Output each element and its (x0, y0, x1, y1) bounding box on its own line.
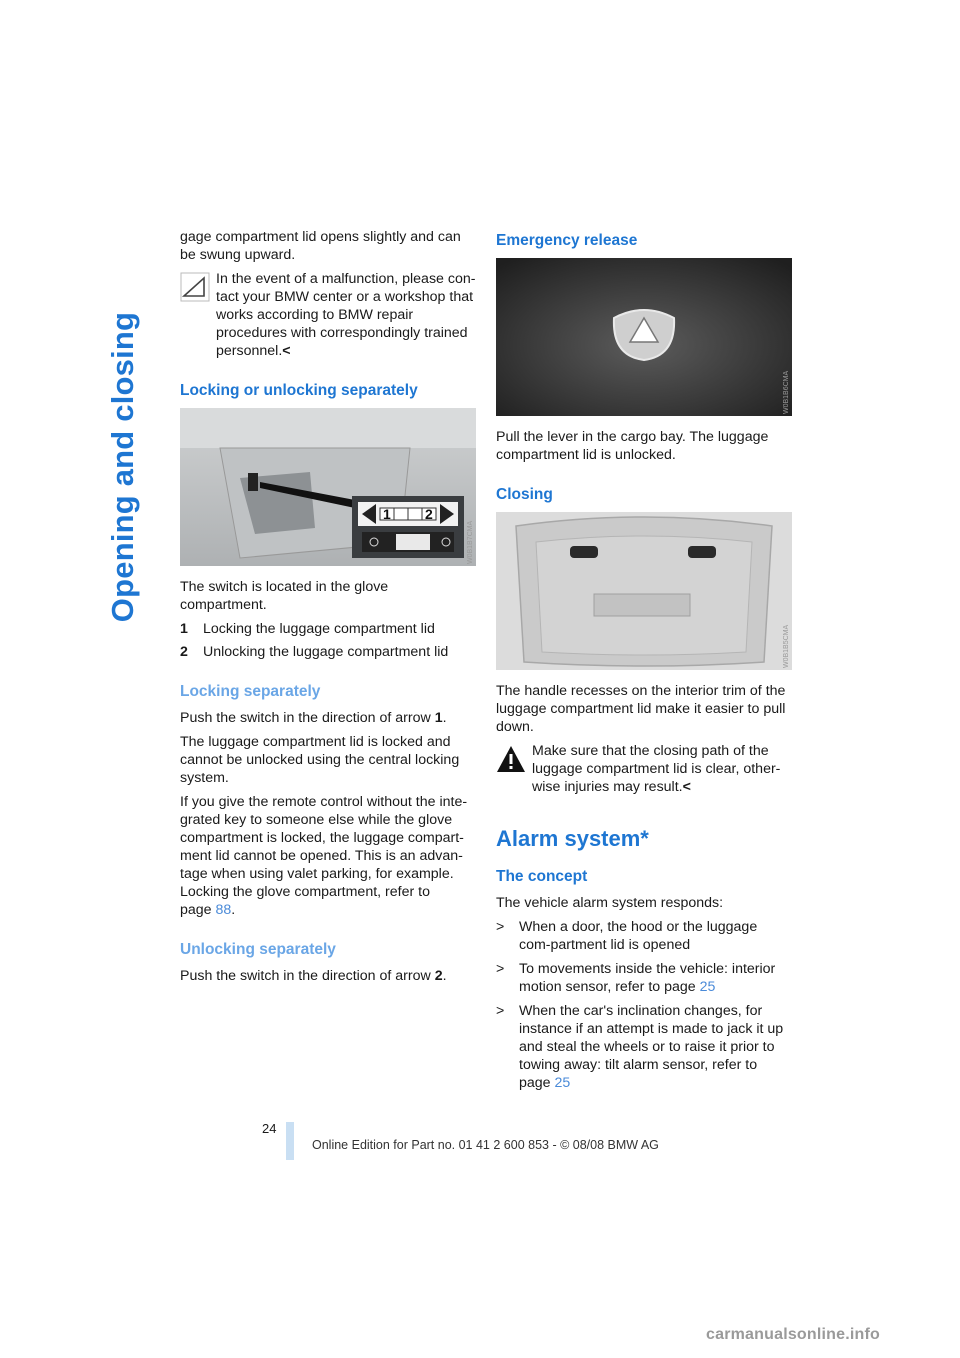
emergency-text: Pull the lever in the cargo bay. The luggage compartment lid is unlocked. (496, 429, 769, 463)
heading-unlocking-separately: Unlocking separately (180, 941, 336, 958)
fig2-code: W0B1B6CMA (783, 370, 790, 414)
fig1-code: W0B1B7CMA (467, 520, 474, 564)
closing-text: The handle recesses on the interior trim of the luggage compartment lid make it easier to pull down. (496, 683, 786, 735)
warning-note (496, 742, 792, 796)
intro-paragraph: gage compartment lid opens slightly and can be swung upward. (180, 229, 461, 263)
list-item: > When the car's inclination changes, for instance if an attempt is made to jack it up and steal the wheels or to raise it prior to towing away: tilt alarm sensor, refer to page 25 (496, 1003, 784, 1091)
heading-closing: Closing (496, 486, 553, 503)
emergency-release-figure (496, 258, 792, 416)
note-end-mark: < (282, 343, 291, 359)
page-link-25[interactable]: 25 (699, 979, 716, 995)
heading-the-concept: The concept (496, 868, 588, 885)
switch-functions-list (180, 620, 476, 661)
alarm-trigger-list (496, 918, 792, 1092)
chapter-side-title (92, 232, 154, 702)
valet-text: If you give the remote control without the inte-grated key to someone else while the glove compartment is locked, the luggage compart-ment lid cannot be opened. This is an advan-tage when using valet parking, for example. Locking the glove compartment, refer to page 88. (180, 794, 468, 918)
warning-end-mark: < (682, 779, 691, 795)
warning-triangle-icon (496, 744, 526, 774)
footer-edition-text: Online Edition for Part no. 01 41 2 600 853 - © 08/08 BMW AG (312, 1138, 659, 1152)
concept-intro: The vehicle alarm system responds: (496, 895, 724, 911)
list-item: 2 Unlocking the luggage compartment lid (180, 644, 449, 660)
list-item: 1 Locking the luggage compartment lid (180, 621, 435, 637)
handle-recess-left (570, 546, 598, 558)
page-link-25[interactable]: 25 (554, 1075, 571, 1091)
push-switch-1-text: Push the switch in the direction of arrow 1. (180, 710, 447, 726)
right-column (496, 228, 792, 1098)
malfunction-note-text: In the event of a malfunction, please con-tact your BMW center or a workshop that works according to BMW repair procedures with correspondingly trained personnel. (216, 271, 476, 359)
heading-locking-separately: Locking separately (180, 683, 321, 700)
switch-location-text: The switch is located in the glove compartment. (180, 579, 389, 613)
left-column (180, 228, 476, 991)
site-watermark: carmanualsonline.info (706, 1326, 881, 1343)
closing-handles-figure (496, 512, 792, 670)
push-switch-2-text: Push the switch in the direction of arrow 2. (180, 968, 447, 984)
heading-emergency-release: Emergency release (496, 232, 638, 249)
chapter-title-text: Opening and closing (105, 311, 140, 623)
page-link-88[interactable]: 88 (215, 902, 232, 918)
heading-alarm-system: Alarm system* (496, 826, 649, 851)
page-number: 24 (262, 1121, 277, 1136)
fig-label-2: 2 (425, 506, 433, 522)
locked-text: The luggage compartment lid is locked and cannot be unlocked using the central locking system. (180, 734, 460, 786)
malfunction-note (180, 270, 476, 360)
glovebox-switch-figure (180, 408, 476, 566)
handle-recess-right (688, 546, 716, 558)
fig-label-1: 1 (383, 506, 391, 522)
warning-text: Make sure that the closing path of the luggage compartment lid is clear, other-wise injuries may result. (532, 743, 781, 795)
switch-location-marker (248, 473, 258, 491)
note-arrow-icon (180, 272, 210, 302)
list-item: > To movements inside the vehicle: interior motion sensor, refer to page 25 (496, 961, 776, 995)
footer-accent-bar (286, 1122, 294, 1160)
heading-locking-unlocking: Locking or unlocking separately (180, 382, 418, 399)
fig3-code: W0B1B5CMA (783, 624, 790, 668)
list-item: > When a door, the hood or the luggage com-partment lid is opened (496, 919, 758, 953)
